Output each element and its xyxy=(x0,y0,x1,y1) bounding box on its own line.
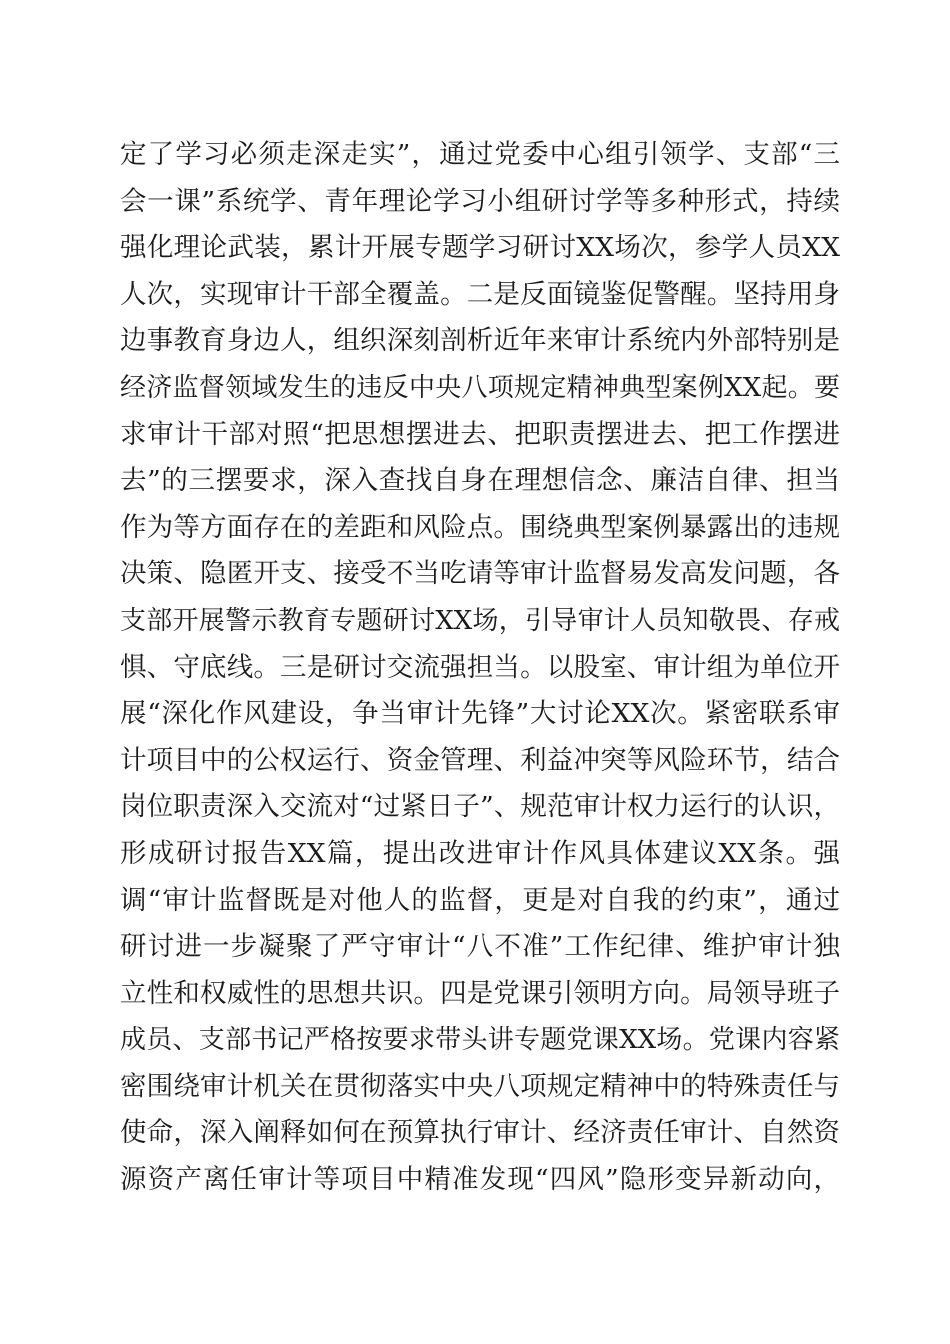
text-line: 形成研讨报告XX篇，提出改进审计作风具体建议XX条。强 xyxy=(120,837,840,869)
text-line: 立性和权威性的思想共识。四是党课引领明方向。局领导班子 xyxy=(120,977,840,1009)
text-line: 作为等方面存在的差距和风险点。围绕典型案例暴露出的违规 xyxy=(120,511,840,543)
text-line: 密围绕审计机关在贯彻落实中央八项规定精神中的特殊责任与 xyxy=(120,1070,840,1102)
text-line: 调“审计监督既是对他人的监督，更是对自我的约束”，通过 xyxy=(120,884,840,916)
text-line: 支部开展警示教育专题研讨XX场，引导审计人员知敬畏、存戒 xyxy=(120,605,840,636)
text-line: 会一课”系统学、青年理论学习小组研讨学等多种形式，持续 xyxy=(120,185,840,217)
text-line: 人次，实现审计干部全覆盖。二是反面镜鉴促警醒。坚持用身 xyxy=(120,278,840,310)
text-line: 惧、守底线。三是研讨交流强担当。以股室、审计组为单位开 xyxy=(120,651,840,683)
text-line: 展“深化作风建设，争当审计先锋”大讨论XX次。紧密联系审 xyxy=(120,698,840,730)
text-line: 求审计干部对照“把思想摆进去、把职责摆进去、把工作摆进 xyxy=(120,418,840,450)
text-line: 研讨进一步凝聚了严守审计“八不准”工作纪律、维护审计独 xyxy=(120,931,840,963)
text-line: 计项目中的公权运行、资金管理、利益冲突等风险环节，结合 xyxy=(120,744,840,776)
body-paragraph xyxy=(120,132,840,1204)
text-line: 强化理论武装，累计开展专题学习研讨XX场次，参学人员XX xyxy=(120,232,840,264)
text-line: 边事教育身边人，组织深刻剖析近年来审计系统内外部特别是 xyxy=(120,325,840,357)
text-line: 去”的三摆要求，深入查找自身在理想信念、廉洁自律、担当 xyxy=(120,465,840,497)
text-line: 使命，深入阐释如何在预算执行审计、经济责任审计、自然资 xyxy=(120,1117,840,1149)
text-line: 经济监督领域发生的违反中央八项规定精神典型案例XX起。要 xyxy=(120,372,840,403)
text-line: 源资产离任审计等项目中精准发现“四风”隐形变异新动向， xyxy=(120,1164,840,1196)
text-line: 成员、支部书记严格按要求带头讲专题党课XX场。党课内容紧 xyxy=(120,1025,840,1056)
text-line: 决策、隐匿开支、接受不当吃请等审计监督易发高发问题，各 xyxy=(120,558,840,590)
text-line: 岗位职责深入交流对“过紧日子”、规范审计权力运行的认识， xyxy=(120,791,840,823)
text-line: 定了学习必须走深走实”，通过党委中心组引领学、支部“三 xyxy=(120,139,840,170)
